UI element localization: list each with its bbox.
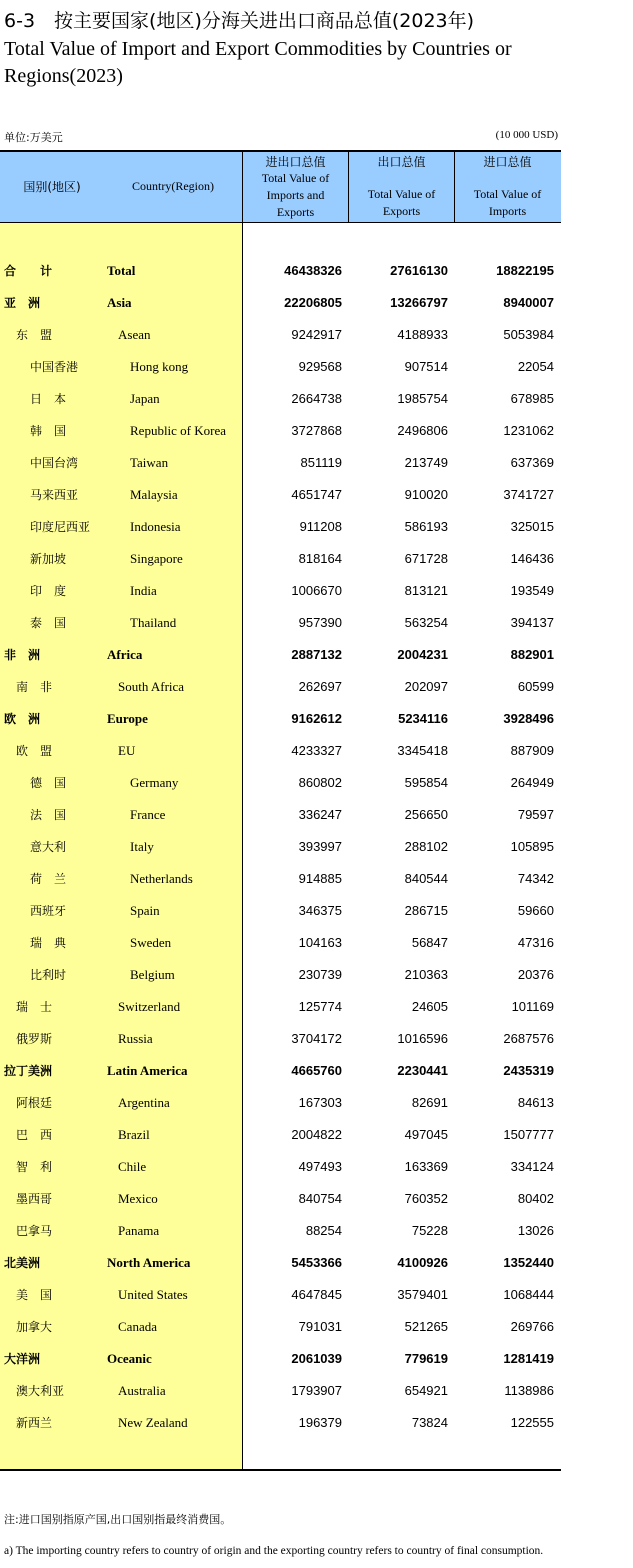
table-row [0, 415, 561, 447]
header-exports-en: Total Value of Exports [367, 187, 436, 218]
import-value-cell: 8940007 [503, 295, 554, 310]
export-value-cell: 73824 [411, 1415, 448, 1430]
export-value-cell: 2496806 [397, 423, 448, 438]
region-name-cn: 北美洲 [4, 1256, 41, 1270]
table-row [0, 1119, 561, 1151]
region-name-en: France [130, 807, 166, 822]
import-value-cell: 20376 [517, 967, 554, 982]
region-name-cn: 韩 国 [30, 424, 67, 438]
import-value-cell: 2687576 [503, 1031, 554, 1046]
region-name-cn: 亚 洲 [4, 296, 41, 310]
export-value-cell: 1016596 [397, 1031, 448, 1046]
region-name-en: Russia [118, 1031, 153, 1046]
import-value-cell: 105895 [510, 839, 554, 854]
region-name-cn: 印 度 [30, 584, 67, 598]
region-name-en: Switzerland [118, 999, 181, 1014]
import-value-cell: 13026 [517, 1223, 554, 1238]
export-value-cell: 2230441 [397, 1063, 448, 1078]
region-name-en: Indonesia [130, 519, 181, 534]
total-value-cell: 911208 [299, 519, 342, 534]
import-value-cell: 18822195 [496, 263, 554, 278]
import-value-cell: 59660 [517, 903, 554, 918]
total-value-cell: 104163 [298, 935, 342, 950]
table-row [0, 1087, 561, 1119]
region-name-en: Asean [118, 327, 151, 342]
import-value-cell: 325015 [510, 519, 554, 534]
import-value-cell: 22054 [517, 359, 554, 374]
region-name-en: South Africa [118, 679, 185, 694]
import-value-cell: 3928496 [503, 711, 554, 726]
export-value-cell: 2004231 [397, 647, 448, 662]
export-value-cell: 654921 [404, 1383, 448, 1398]
total-value-cell: 9242917 [291, 327, 342, 342]
region-name-cn: 比利时 [30, 968, 67, 982]
total-value-cell: 393997 [298, 839, 342, 854]
total-value-cell: 336247 [298, 807, 342, 822]
region-name-en: Latin America [107, 1063, 188, 1078]
region-name-en: Chile [118, 1159, 147, 1174]
region-name-cn: 欧 盟 [16, 744, 53, 758]
region-name-cn: 智 利 [16, 1160, 53, 1174]
header-imports-en: Total Value of Imports [473, 187, 542, 218]
table-row [0, 703, 561, 735]
import-value-cell: 882901 [510, 647, 554, 662]
export-value-cell: 840544 [404, 871, 448, 886]
export-value-cell: 82691 [411, 1095, 448, 1110]
import-value-cell: 334124 [510, 1159, 554, 1174]
total-value-cell: 4665760 [291, 1063, 342, 1078]
table-row [0, 511, 561, 543]
total-value-cell: 46438326 [284, 263, 342, 278]
export-value-cell: 56847 [411, 935, 448, 950]
table-row [0, 1407, 561, 1439]
total-value-cell: 818164 [298, 551, 342, 566]
import-value-cell: 269766 [510, 1319, 554, 1334]
region-name-cn: 荷 兰 [30, 872, 67, 886]
table-row [0, 1279, 561, 1311]
table-row [0, 1215, 561, 1247]
footnote-cn: 注:进口国别指原产国,出口国别指最终消费国。 [4, 1513, 232, 1526]
import-value-cell: 74342 [517, 871, 554, 886]
import-value-cell: 5053984 [503, 327, 554, 342]
import-value-cell: 887909 [510, 743, 554, 758]
region-name-en: Germany [130, 775, 179, 790]
table-row [0, 447, 561, 479]
table-row [0, 1183, 561, 1215]
export-value-cell: 779619 [404, 1351, 448, 1366]
export-value-cell: 760352 [404, 1191, 448, 1206]
table-row [0, 639, 561, 671]
header-total-cn: 进出口总值 [265, 155, 326, 169]
export-value-cell: 210363 [404, 967, 448, 982]
import-value-cell: 1507777 [503, 1127, 554, 1142]
import-value-cell: 84613 [517, 1095, 554, 1110]
region-name-en: Singapore [130, 551, 183, 566]
import-value-cell: 1138986 [504, 1383, 554, 1398]
table-top-rule [0, 150, 561, 152]
header-region-cn: 国别(地区) [23, 180, 81, 194]
region-name-cn: 马来西亚 [30, 488, 79, 502]
region-name-en: Hong kong [130, 359, 189, 374]
table-row [0, 1343, 561, 1375]
page-title-cn: 6-3 按主要国家(地区)分海关进出口商品总值(2023年) [4, 10, 475, 32]
export-value-cell: 3345418 [397, 743, 448, 758]
page-title-en: Total Value of Import and Export Commodities by Countries or Regions(2023) [4, 38, 512, 87]
table-row [0, 831, 561, 863]
region-name-en: Oceanic [107, 1351, 152, 1366]
table-row [0, 991, 561, 1023]
table-row [0, 319, 561, 351]
total-value-cell: 497493 [298, 1159, 342, 1174]
region-name-cn: 中国台湾 [30, 456, 79, 470]
total-value-cell: 929568 [298, 359, 342, 374]
header-imports-cn: 进口总值 [483, 155, 532, 169]
header-region-en: Country(Region) [132, 179, 214, 193]
import-value-cell: 678985 [510, 391, 554, 406]
total-value-cell: 860802 [298, 775, 342, 790]
export-value-cell: 202097 [404, 679, 448, 694]
import-value-cell: 1281419 [503, 1351, 554, 1366]
total-value-cell: 2664738 [291, 391, 342, 406]
region-name-en: Panama [118, 1223, 160, 1238]
total-value-cell: 791031 [298, 1319, 342, 1334]
import-value-cell: 394137 [510, 615, 554, 630]
region-name-cn: 新西兰 [16, 1416, 53, 1430]
export-value-cell: 256650 [404, 807, 448, 822]
header-bottom-rule [0, 222, 561, 223]
total-value-cell: 9162612 [291, 711, 342, 726]
export-value-cell: 288102 [404, 839, 448, 854]
region-name-en: EU [118, 743, 136, 758]
total-value-cell: 957390 [298, 615, 342, 630]
region-name-cn: 巴 西 [16, 1128, 53, 1142]
total-value-cell: 125774 [298, 999, 342, 1014]
region-name-en: Taiwan [130, 455, 169, 470]
region-name-en: Asia [107, 295, 132, 310]
total-value-cell: 4651747 [291, 487, 342, 502]
import-value-cell: 47316 [517, 935, 554, 950]
unit-label-cn: 单位:万美元 [4, 131, 63, 144]
export-value-cell: 563254 [404, 615, 448, 630]
total-value-cell: 230739 [298, 967, 342, 982]
region-name-cn: 德 国 [30, 776, 67, 790]
region-name-cn: 日 本 [30, 392, 67, 406]
region-name-en: Europe [107, 711, 148, 726]
import-value-cell: 1068444 [503, 1287, 554, 1302]
region-name-cn: 西班牙 [30, 904, 67, 918]
export-value-cell: 4100926 [397, 1255, 448, 1270]
region-name-en: New Zealand [118, 1415, 188, 1430]
table-row [0, 607, 561, 639]
total-value-cell: 3727868 [291, 423, 342, 438]
region-name-cn: 瑞 士 [16, 1000, 53, 1014]
table-row [0, 1311, 561, 1343]
region-name-cn: 意大利 [30, 840, 67, 854]
export-value-cell: 75228 [411, 1223, 448, 1238]
import-value-cell: 637369 [510, 455, 554, 470]
region-name-cn: 美 国 [16, 1288, 53, 1302]
export-value-cell: 497045 [404, 1127, 448, 1142]
region-name-en: Brazil [118, 1127, 150, 1142]
export-value-cell: 13266797 [390, 295, 448, 310]
import-value-cell: 2435319 [503, 1063, 554, 1078]
region-name-cn: 瑞 典 [30, 936, 67, 950]
export-value-cell: 4188933 [397, 327, 448, 342]
export-value-cell: 1985754 [397, 391, 448, 406]
table-row [0, 735, 561, 767]
data-table [0, 150, 561, 1471]
total-value-cell: 3704172 [291, 1031, 342, 1046]
table-row [0, 1055, 561, 1087]
region-name-cn: 俄罗斯 [16, 1032, 53, 1046]
import-value-cell: 80402 [517, 1191, 554, 1206]
region-name-cn: 巴拿马 [16, 1224, 53, 1238]
region-name-cn: 非 洲 [4, 648, 41, 662]
export-value-cell: 5234116 [398, 711, 448, 726]
table-row [0, 959, 561, 991]
export-value-cell: 595854 [404, 775, 448, 790]
region-name-cn: 阿根廷 [16, 1096, 53, 1110]
import-value-cell: 3741727 [503, 487, 554, 502]
region-name-cn: 加拿大 [16, 1320, 53, 1334]
region-name-cn: 法 国 [30, 808, 67, 822]
footnote-en: a) The importing country refers to country of origin and the exporting country refers to country of final consumption. [4, 1545, 544, 1557]
import-value-cell: 79597 [517, 807, 554, 822]
total-value-cell: 167303 [298, 1095, 342, 1110]
table-row [0, 351, 561, 383]
unit-label-en: (10 000 USD) [495, 129, 558, 141]
region-name-en: Mexico [118, 1191, 158, 1206]
total-value-cell: 840754 [298, 1191, 342, 1206]
export-value-cell: 286715 [404, 903, 448, 918]
total-value-cell: 2004822 [291, 1127, 342, 1142]
region-name-en: Belgium [130, 967, 175, 982]
export-value-cell: 27616130 [390, 263, 448, 278]
region-name-en: India [130, 583, 157, 598]
region-name-cn: 合 计 [4, 264, 53, 278]
header-exports-cn: 出口总值 [377, 155, 426, 169]
region-name-cn: 东 盟 [16, 328, 53, 342]
import-value-cell: 1231062 [503, 423, 554, 438]
table-row [0, 1151, 561, 1183]
export-value-cell: 213749 [404, 455, 448, 470]
region-name-cn: 中国香港 [30, 360, 79, 374]
total-value-cell: 196379 [298, 1415, 342, 1430]
total-value-cell: 914885 [298, 871, 342, 886]
table-row [0, 895, 561, 927]
table-row [0, 927, 561, 959]
region-name-en: Australia [118, 1383, 166, 1398]
region-name-en: Italy [130, 839, 154, 854]
region-name-en: Argentina [118, 1095, 170, 1110]
import-value-cell: 122555 [510, 1415, 554, 1430]
total-value-cell: 88254 [305, 1223, 342, 1238]
region-name-cn: 大洋洲 [4, 1352, 41, 1366]
region-name-cn: 新加坡 [30, 552, 67, 566]
table-row [0, 671, 561, 703]
region-name-cn: 拉丁美洲 [4, 1064, 53, 1078]
export-value-cell: 813121 [404, 583, 448, 598]
region-name-cn: 泰 国 [30, 616, 67, 630]
import-value-cell: 60599 [517, 679, 554, 694]
total-value-cell: 1006670 [291, 583, 342, 598]
import-value-cell: 101169 [511, 999, 554, 1014]
table-row [0, 863, 561, 895]
import-value-cell: 193549 [510, 583, 554, 598]
export-value-cell: 3579401 [397, 1287, 448, 1302]
region-name-en: Netherlands [130, 871, 193, 886]
region-name-cn: 墨西哥 [16, 1192, 53, 1206]
region-name-cn: 印度尼西亚 [30, 520, 91, 534]
export-value-cell: 521265 [404, 1319, 448, 1334]
table-bottom-rule [0, 1469, 561, 1471]
total-value-cell: 5453366 [291, 1255, 342, 1270]
region-name-en: Republic of Korea [130, 423, 227, 438]
table-row [0, 1375, 561, 1407]
export-value-cell: 586193 [404, 519, 448, 534]
region-name-en: United States [118, 1287, 188, 1302]
import-value-cell: 1352440 [503, 1255, 554, 1270]
total-value-cell: 2061039 [291, 1351, 342, 1366]
total-value-cell: 2887132 [291, 647, 342, 662]
export-value-cell: 910020 [404, 487, 448, 502]
total-value-cell: 1793907 [291, 1383, 342, 1398]
export-value-cell: 163369 [404, 1159, 448, 1174]
export-value-cell: 671728 [404, 551, 448, 566]
region-name-en: Malaysia [130, 487, 178, 502]
header-total-en: Total Value of Imports and Exports [261, 171, 330, 219]
region-name-en: North America [107, 1255, 191, 1270]
table-row [0, 767, 561, 799]
region-name-en: Total [107, 263, 136, 278]
total-value-cell: 22206805 [284, 295, 342, 310]
total-value-cell: 262697 [298, 679, 342, 694]
region-name-cn: 南 非 [16, 680, 53, 694]
table-row [0, 255, 561, 287]
table-row [0, 287, 561, 319]
table-row [0, 1023, 561, 1055]
table-row [0, 383, 561, 415]
region-name-en: Spain [130, 903, 160, 918]
region-name-en: Japan [130, 391, 160, 406]
region-name-en: Canada [118, 1319, 157, 1334]
total-value-cell: 4233327 [291, 743, 342, 758]
region-name-en: Thailand [130, 615, 177, 630]
table-row [0, 575, 561, 607]
region-name-cn: 欧 洲 [4, 712, 41, 726]
export-value-cell: 907514 [404, 359, 448, 374]
region-name-cn: 澳大利亚 [16, 1384, 65, 1398]
region-name-en: Sweden [130, 935, 172, 950]
total-value-cell: 346375 [298, 903, 342, 918]
import-value-cell: 146436 [510, 551, 554, 566]
table-row [0, 799, 561, 831]
table-row [0, 543, 561, 575]
export-value-cell: 24605 [411, 999, 448, 1014]
table-row [0, 479, 561, 511]
region-name-en: Africa [107, 647, 143, 662]
total-value-cell: 4647845 [291, 1287, 342, 1302]
total-value-cell: 851119 [300, 455, 342, 470]
import-value-cell: 264949 [510, 775, 554, 790]
table-row [0, 1247, 561, 1279]
